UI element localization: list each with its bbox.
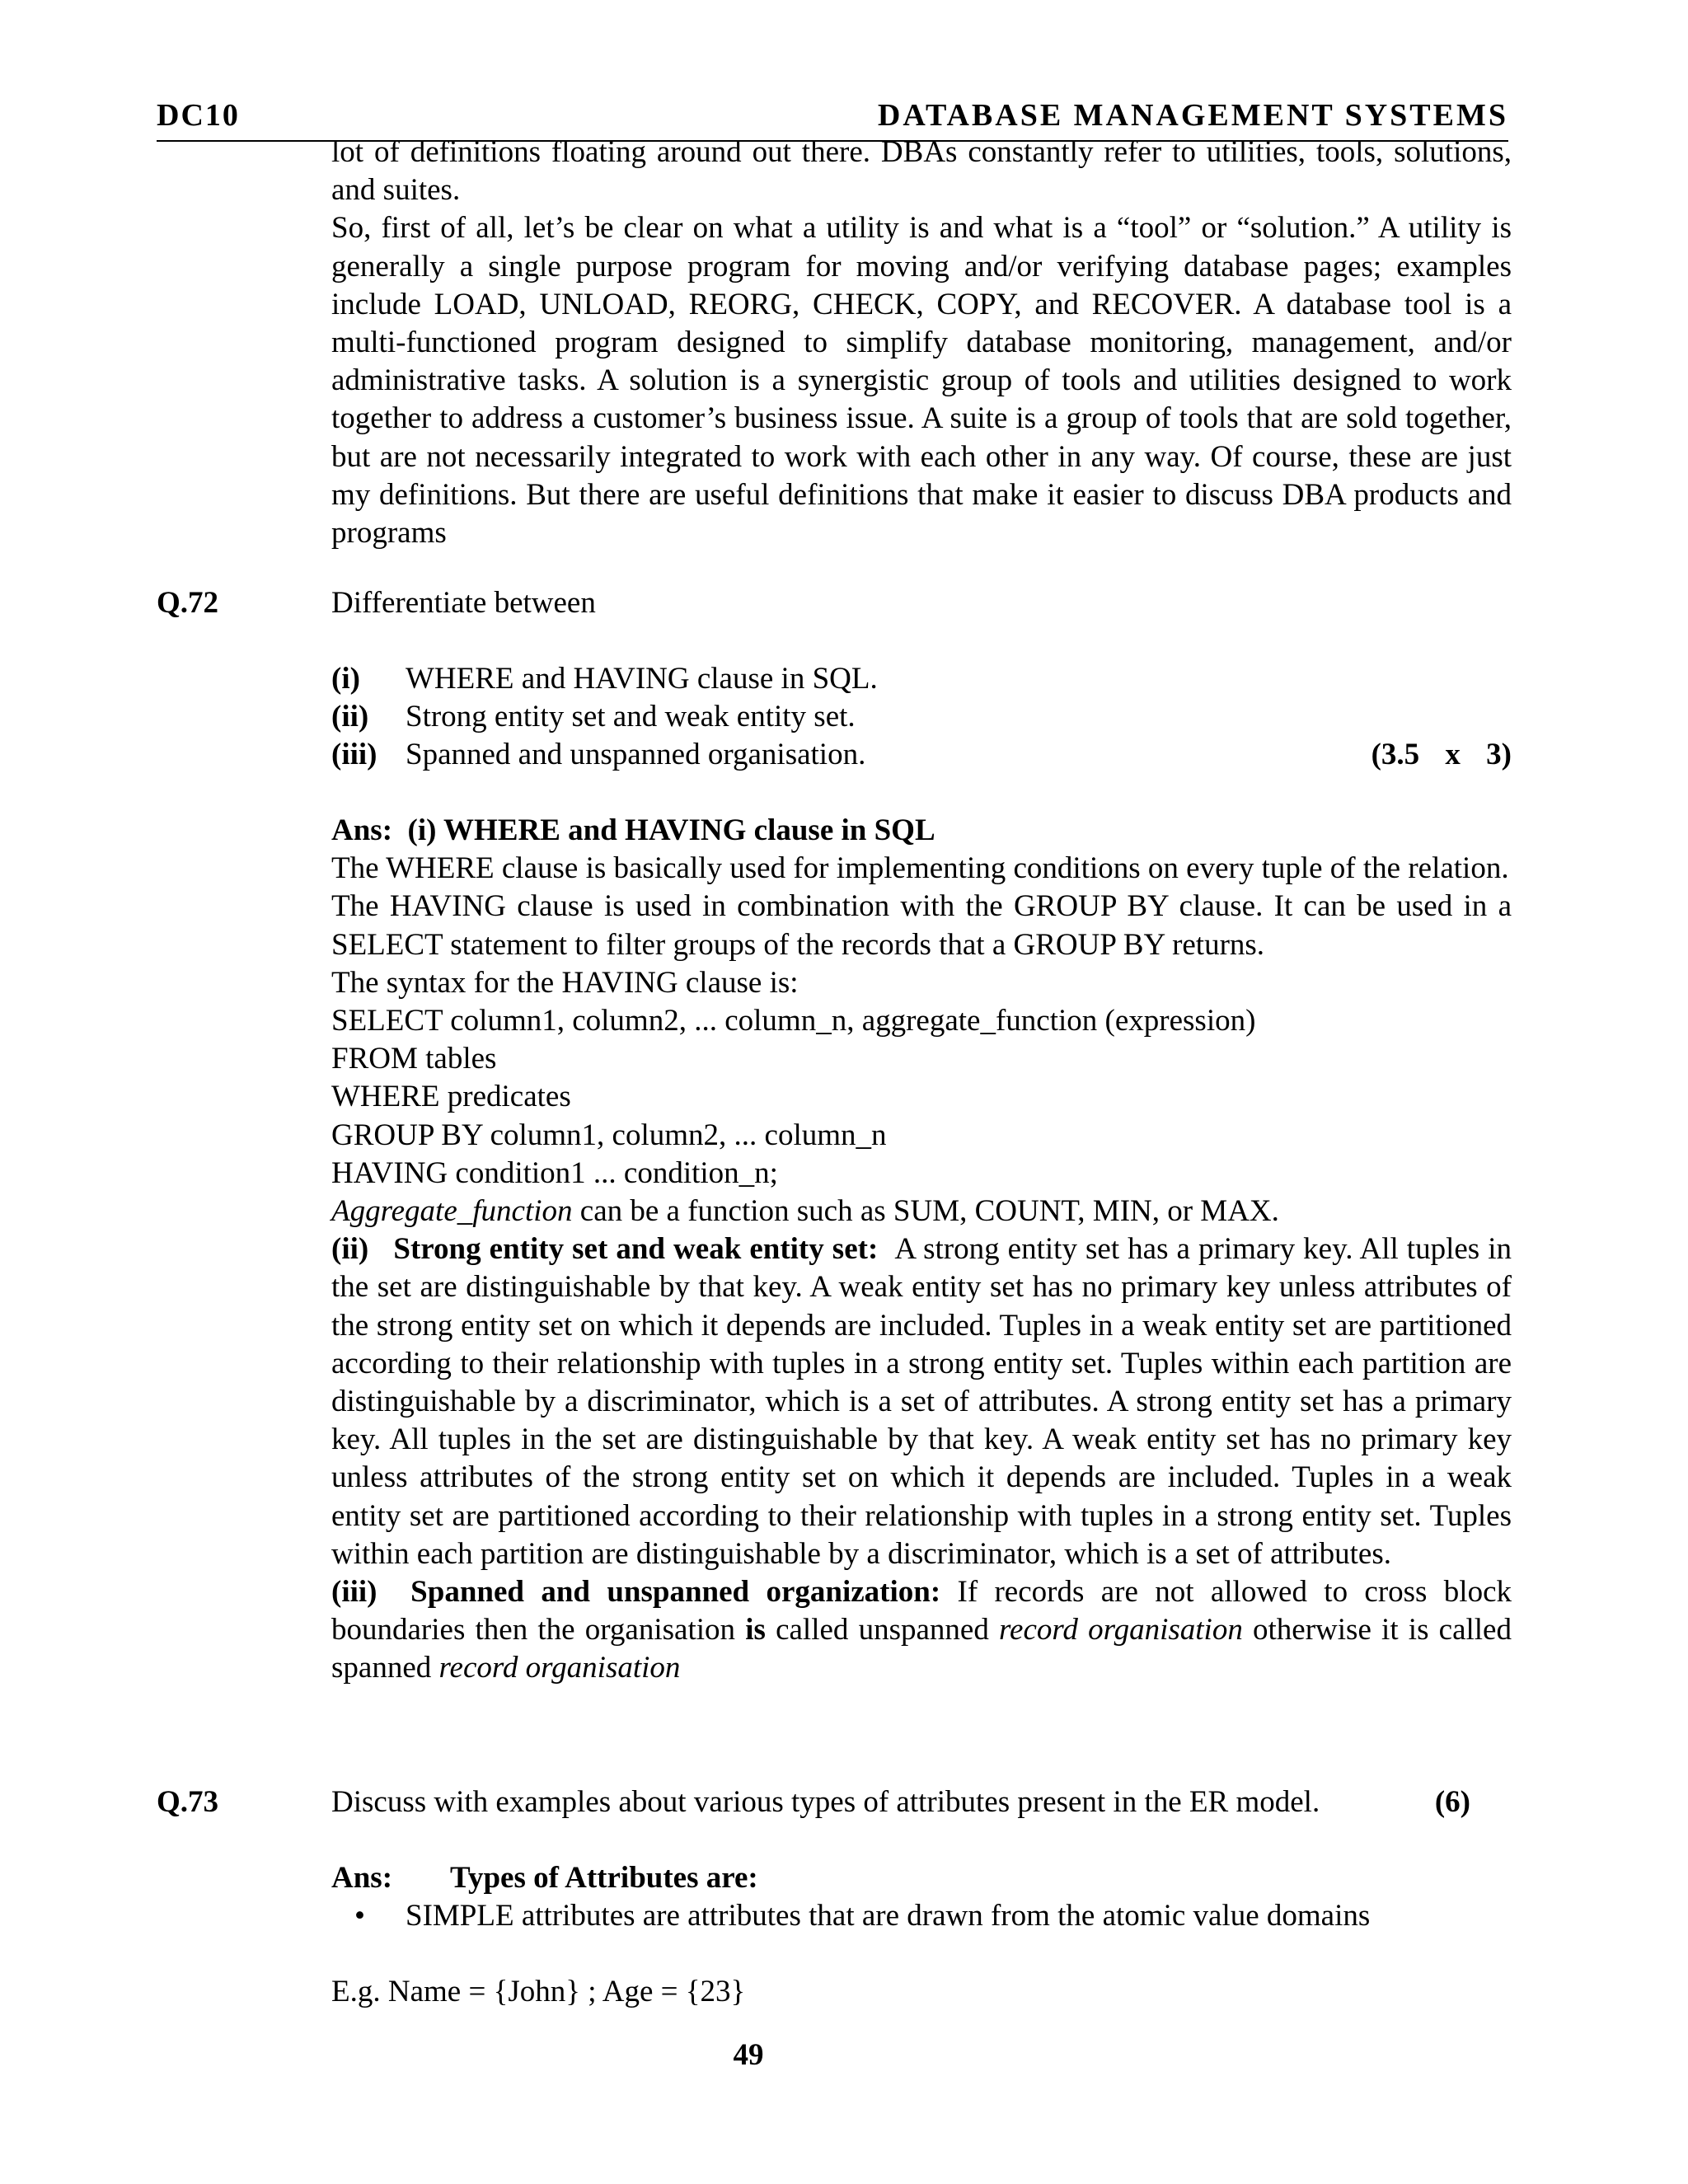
answer-73-heading-line [331,1859,1512,1897]
answer-73-example: E.g. Name = {John} ; Age = {23} [331,1975,746,2009]
question-72-item-iii [331,736,1512,774]
item-text: Spanned and unspanned organisation. [406,738,866,772]
answer-72-heading: (i) WHERE and HAVING clause in SQL [407,813,935,847]
answer-72-heading-line [331,812,1512,850]
answer-73 [331,1859,1512,2012]
part-ii-text: A strong entity set has a primary key. All tuples in the set are distinguishable by that key. A weak entity set has no primary key unless attributes of the strong entity set on which it depends are included. Tuples in a weak entity set are partitioned according to their relationship with tuples in a strong entity set. Tuples within each partition are distinguishable by a discriminator, which is a set of attributes. A strong entity set has a primary key. All tuples in the set are distinguishable by that key. A weak entity set has no primary key unless attributes of the strong entity set on which it depends are included. Tuples in a weak entity set are partitioned according to their relationship with tuples in a strong entity set. Tuples within each partition are distinguishable by a discriminator, which is a set of attributes. [331,1232,1512,1571]
subject-title: DATABASE MANAGEMENT SYSTEMS [877,98,1508,133]
page-number: 49 [733,2038,764,2072]
intro-paragraph-1: lot of definitions floating around out there. DBAs constantly refer to utilities, tools, solutions, and suites. [331,135,1512,208]
question-73-line [331,1783,1512,1821]
item-text: WHERE and HAVING clause in SQL. [406,662,878,696]
answer-72-syntax-intro: The syntax for the HAVING clause is: [331,965,799,1000]
answer-72-where: The WHERE clause is basically used for implementing conditions on every tuple of the relation. [331,851,1509,886]
aggregate-text: can be a function such as SUM, COUNT, MIN, or MAX. [572,1194,1279,1229]
intro-section [331,134,1512,552]
question-73-text: Discuss with examples about various types of attributes present in the ER model. [331,1785,1320,1819]
part-iii-is: is [745,1613,766,1647]
course-code: DC10 [157,98,240,133]
item-roman: (iii) [331,738,377,772]
item-roman: (i) [331,662,360,696]
syntax-line: HAVING condition1 ... condition_n; [331,1155,778,1190]
part-iii-text-1: If records are not allowed to cross block boundaries then the organisation [331,1575,1512,1647]
intro-paragraph-2: So, first of all, let’s be clear on what a utility is and what is a “tool” or “solution.” A utility is generally a single purpose program for moving and/or verifying database pages; examples include LOAD, UNLOAD, REORG, CHECK, COPY, and RECOVER. A database tool is a multi-functioned program designed to simplify database monitoring, management, and/or administrative tasks. A solution is a synergistic group of tools and utilities designed to work together to address a customer’s business issue. A suite is a group of tools that are sold together, but are not necessarily integrated to work with each other in any way. Of course, these are just my definitions. But there are useful definitions that make it easier to discuss DBA products and programs [331,211,1512,551]
answer-72-having: The HAVING clause is used in combination with the GROUP BY clause. It can be used in a SELECT statement to filter groups of the records that a GROUP BY returns. [331,889,1512,962]
part-iii-heading: Spanned and unspanned organization: [410,1575,941,1610]
answer-72-aggregate [331,1193,1512,1230]
answer-label: Ans: [331,1861,393,1895]
part-iii-text-3: otherwise it is called spanned [331,1613,1512,1685]
aggregate-term: Aggregate_function [331,1194,573,1229]
part-ii-label: (ii) [331,1232,369,1267]
question-72-item-ii [331,698,1512,736]
bullet-icon: • [354,1899,365,1933]
part-ii-heading: Strong entity set and weak entity set: [393,1232,879,1267]
answer-72 [331,812,1512,1688]
question-72-items [331,660,1512,775]
question-73-marks: (6) [1434,1785,1470,1819]
answer-73-heading: Types of Attributes are: [450,1861,758,1895]
bullet-text: SIMPLE attributes are attributes that are drawn from the atomic value domains [406,1899,1371,1933]
item-roman: (ii) [331,700,369,734]
question-72-marks: (3.5 x 3) [1371,738,1512,772]
question-72-item-i [331,660,1512,698]
syntax-line: SELECT column1, column2, ... column_n, aggregate_function (expression) [331,1004,1256,1038]
answer-label: Ans: [331,813,393,847]
syntax-line: WHERE predicates [331,1080,571,1114]
part-iii-term-1: record organisation [999,1613,1243,1647]
item-text: Strong entity set and weak entity set. [406,700,856,734]
list-item [331,1897,1512,1935]
answer-72-part-iii [331,1573,1512,1688]
question-72-text: Differentiate between [331,586,596,620]
syntax-line: GROUP BY column1, column2, ... column_n [331,1118,887,1152]
question-73-number: Q.73 [157,1785,219,1819]
syntax-line: FROM tables [331,1042,497,1076]
part-iii-term-2: record organisation [438,1651,681,1685]
question-72-number: Q.72 [157,586,219,620]
part-iii-text-2: called unspanned [765,1613,999,1647]
answer-72-part-ii [331,1230,1512,1573]
part-iii-label: (iii) [331,1575,377,1610]
